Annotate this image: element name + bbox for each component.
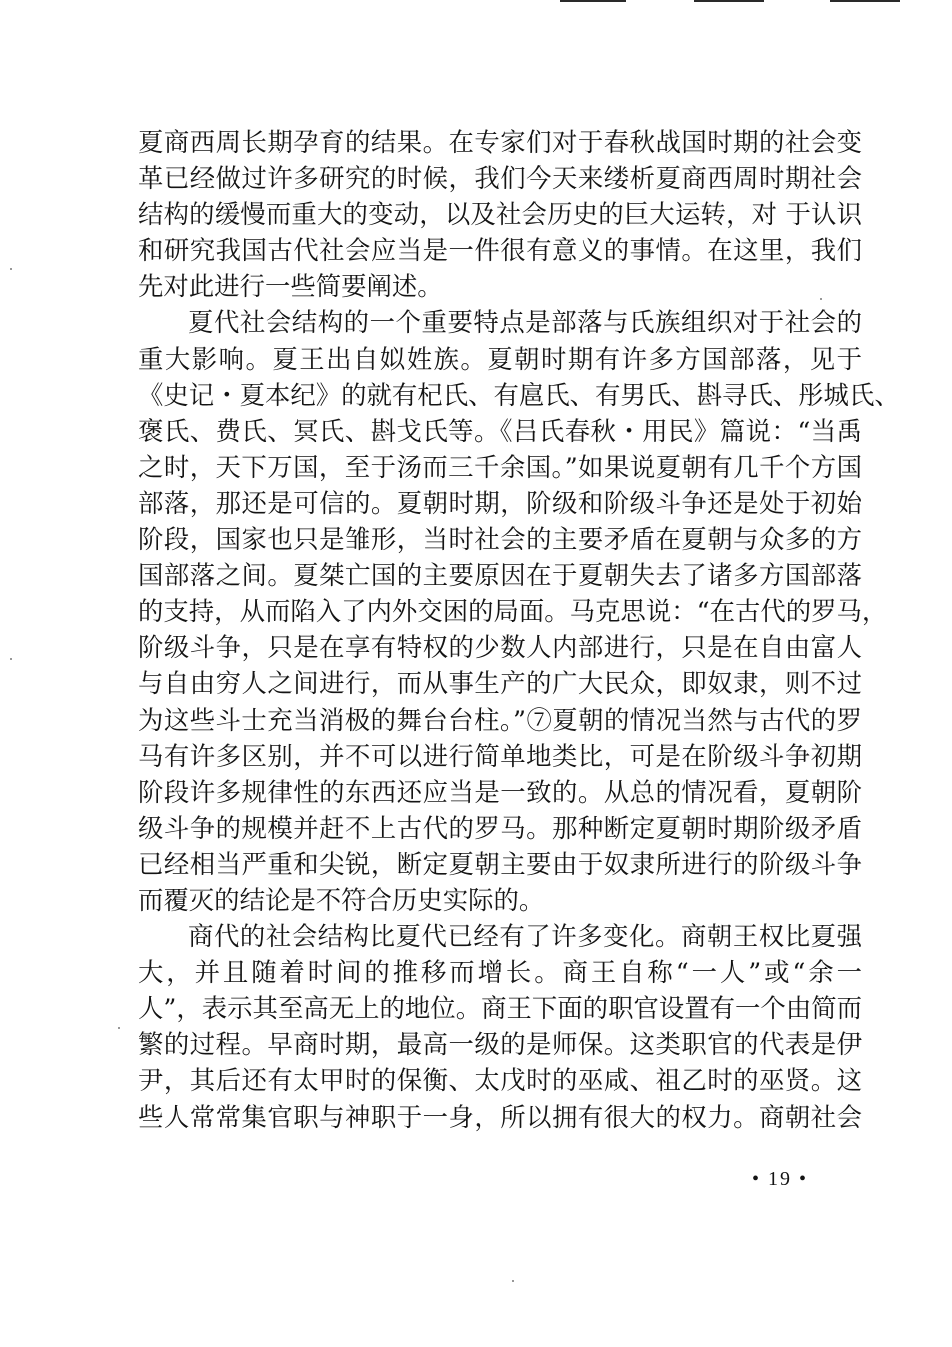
top-rule-middle (694, 0, 764, 2)
text-line: 已经相当严重和尖锐，断定夏朝主要由于奴隶所进行的阶级斗争 (138, 848, 862, 879)
text-line: 夏代社会结构的一个重要特点是部落与氏族组织对于社会的 (188, 307, 862, 338)
text-line: 级斗争的规模并赶不上古代的罗马。那种断定夏朝时期阶级矛盾 (138, 812, 862, 843)
text-line: 的支持，从而陷入了内外交困的局面。马克思说：“在古代的罗马， (138, 596, 888, 627)
text-line: 商代的社会结构比夏代已经有了许多变化。商朝王权比夏强 (188, 921, 862, 952)
text-line: 先对此进行一些简要阐述。 (138, 271, 443, 302)
text-line: 革已经做过许多研究的时候，我们今天来缕析夏商西周时期社会 (138, 163, 862, 194)
text-line: 与自由穷人之间进行，而从事生产的广大民众，即奴隶，则不过 (138, 668, 862, 699)
text-line: 之时，天下万国，至于汤而三千余国。”如果说夏朝有几千个方国 (138, 451, 862, 482)
text-line: 人”，表示其至高无上的地位。商王下面的职官设置有一个由简而 (138, 993, 862, 1024)
page-number: • 19 • (752, 1168, 809, 1190)
text-line: 阶级斗争，只是在享有特权的少数人内部进行，只是在自由富人 (138, 632, 862, 663)
text-line: 重大影响。夏王出自姒姓族。夏朝时期有许多方国部落，见于 (138, 343, 862, 374)
text-line: 大，并且随着时间的推移而增长。商王自称“一人”或“余一 (138, 957, 862, 988)
text-line: 繁的过程。早商时期，最高一级的是师保。这类职官的代表是伊 (138, 1029, 862, 1060)
scan-speck (10, 658, 12, 660)
text-line: 和研究我国古代社会应当是一件很有意义的事情。在这里，我们 (138, 235, 862, 266)
text-line: 结构的缓慢而重大的变动，以及社会历史的巨大运转，对 于认识 (138, 199, 862, 230)
text-line: 而覆灭的结论是不符合历史实际的。 (138, 884, 545, 915)
text-line: 阶段许多规律性的东西还应当是一致的。从总的情况看，夏朝阶 (138, 776, 862, 807)
text-line: 《史记・夏本纪》的就有杞氏、有扈氏、有男氏、斟寻氏、彤城氏、 (138, 379, 900, 410)
text-line: 部落，那还是可信的。夏朝时期，阶级和阶级斗争还是处于初始 (138, 487, 862, 518)
text-line: 褒氏、费氏、冥氏、斟戈氏等。《吕氏春秋・用民》篇说：“当禹 (138, 415, 862, 446)
body-text (138, 124, 900, 1135)
text-line: 尹，其后还有太甲时的保衡、太戊时的巫咸、祖乙时的巫贤。这 (138, 1065, 862, 1096)
top-rule-left (560, 0, 626, 2)
text-line: 为这些斗士充当消极的舞台台柱。”⑦夏朝的情况当然与古代的罗 (138, 704, 862, 735)
top-rule-right (830, 0, 900, 2)
scan-speck (512, 1280, 514, 1282)
text-line: 夏商西周长期孕育的结果。在专家们对于春秋战国时期的社会变 (138, 127, 862, 157)
text-line: 阶段，国家也只是雏形，当时社会的主要矛盾在夏朝与众多的方 (138, 524, 862, 555)
scan-speck (820, 298, 822, 300)
scan-speck (118, 1027, 120, 1029)
text-line: 马有许多区别，并不可以进行简单地类比，可是在阶级斗争初期 (138, 740, 862, 771)
scan-speck (10, 268, 12, 270)
text-line: 些人常常集官职与神职于一身，所以拥有很大的权力。商朝社会 (138, 1101, 862, 1132)
text-line: 国部落之间。夏桀亡国的主要原因在于夏朝失去了诸多方国部落 (138, 560, 862, 591)
